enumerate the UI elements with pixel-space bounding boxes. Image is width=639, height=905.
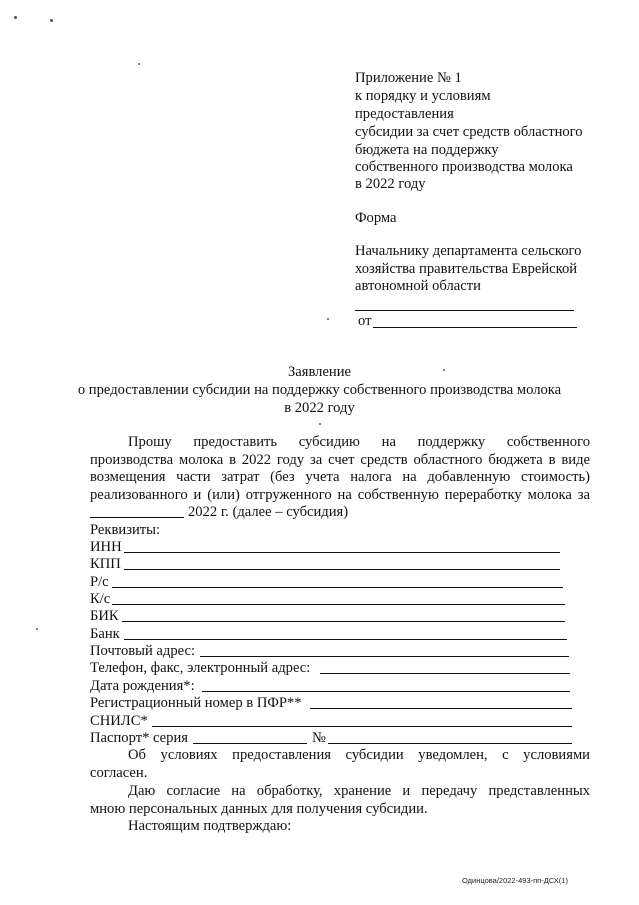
request-line: возмещения части затрат (без учета налога на добавленную стоимость): [90, 469, 590, 485]
pfr-field[interactable]: [310, 708, 572, 709]
period-blank-line[interactable]: [90, 517, 184, 518]
appendix-line: в 2022 году: [355, 176, 426, 192]
addressee-line: хозяйства правительства Еврейской: [355, 261, 578, 277]
from-label: от: [358, 313, 372, 329]
kpp-label: КПП: [90, 556, 121, 572]
appendix-line: к порядку и условиям: [355, 88, 491, 104]
form-label: Форма: [355, 210, 397, 226]
rs-label: Р/с: [90, 574, 109, 590]
scan-speck: [50, 19, 53, 22]
scan-speck: [138, 63, 140, 65]
scan-speck: [14, 16, 17, 19]
inn-field[interactable]: [124, 552, 560, 553]
birth-field[interactable]: [202, 691, 570, 692]
snils-field[interactable]: [152, 726, 572, 727]
passport-label: Паспорт* серия: [90, 730, 188, 746]
from-blank-line[interactable]: [373, 327, 577, 328]
bik-field[interactable]: [122, 621, 565, 622]
bank-label: Банк: [90, 626, 120, 642]
appendix-line: собственного производства молока: [355, 159, 573, 175]
consent-line: Даю согласие на обработку, хранение и передачу представленных: [128, 783, 590, 799]
document-subtitle: о предоставлении субсидии на поддержку собственного производства молока: [77, 382, 562, 398]
notified-line: согласен.: [90, 765, 148, 781]
request-line: Прошу предоставить субсидию на поддержку собственного: [128, 434, 590, 450]
inn-label: ИНН: [90, 539, 122, 555]
appendix-line: Приложение № 1: [355, 70, 462, 86]
requisites-label: Реквизиты:: [90, 522, 161, 538]
ks-label: К/с: [90, 591, 111, 607]
request-line: реализованного и (или) отгруженного на собственную переработку молока за: [90, 487, 590, 503]
appendix-line: бюджета на поддержку: [355, 142, 499, 158]
phone-label: Телефон, факс, электронный адрес:: [90, 660, 311, 676]
ks-field[interactable]: [112, 604, 565, 605]
applicant-blank-line[interactable]: [355, 310, 574, 311]
bank-field[interactable]: [124, 639, 567, 640]
passport-series-field[interactable]: [193, 743, 307, 744]
phone-field[interactable]: [320, 673, 570, 674]
request-tail: 2022 г. (далее – субсидия): [188, 504, 349, 520]
kpp-field[interactable]: [124, 569, 560, 570]
addressee-line: Начальнику департамента сельского: [355, 243, 582, 259]
passport-number-label: №: [312, 730, 326, 746]
snils-label: СНИЛС*: [90, 713, 148, 729]
rs-field[interactable]: [112, 587, 563, 588]
notified-line: Об условиях предоставления субсидии уведомлен, с условиями: [128, 747, 590, 763]
scan-speck: [327, 318, 329, 320]
appendix-line: предоставления: [355, 106, 454, 122]
postal-field[interactable]: [200, 656, 569, 657]
document-subtitle-year: в 2022 году: [284, 400, 355, 416]
confirm-line: Настоящим подтверждаю:: [128, 818, 292, 834]
scan-speck: [319, 423, 321, 425]
pfr-label: Регистрационный номер в ПФР**: [90, 695, 302, 711]
consent-line: мною персональных данных для получения субсидии.: [90, 801, 428, 817]
bik-label: БИК: [90, 608, 119, 624]
addressee-line: автономной области: [355, 278, 481, 294]
passport-number-field[interactable]: [328, 743, 572, 744]
document-title: Заявление: [287, 364, 352, 380]
footer-stamp: Одинцова/2022-493-пп-ДСХ(1): [462, 876, 568, 885]
appendix-line: субсидии за счет средств областного: [355, 124, 583, 140]
birth-label: Дата рождения*:: [90, 678, 195, 694]
request-line: производства молока в 2022 году за счет средств областного бюджета в виде: [90, 452, 590, 468]
postal-label: Почтовый адрес:: [90, 643, 196, 659]
scan-speck: [36, 628, 38, 630]
